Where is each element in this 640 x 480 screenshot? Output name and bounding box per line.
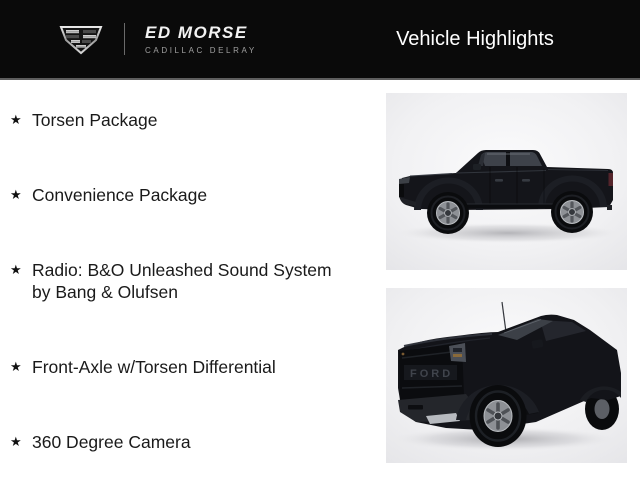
star-icon: ★ (10, 112, 22, 127)
highlight-label: Front-Axle w/Torsen Differential (32, 357, 276, 377)
star-icon: ★ (10, 434, 22, 449)
brand-text (145, 24, 257, 55)
highlight-label: 360 Degree Camera (32, 432, 191, 452)
highlight-label: Radio: B&O Unleashed Sound System by Bang & Olufsen (32, 260, 332, 302)
svg-text:FORD: FORD (410, 368, 454, 380)
highlight-item (10, 184, 380, 206)
truck-front-three-quarter-illustration (386, 288, 627, 463)
star-icon: ★ (10, 187, 22, 202)
dealer-name: ED MORSE (145, 22, 248, 42)
highlight-item (10, 109, 380, 131)
star-icon: ★ (10, 262, 22, 277)
highlight-label: Torsen Package (32, 110, 158, 130)
vehicle-photo-side-view (386, 93, 627, 270)
highlight-item (10, 356, 380, 378)
cadillac-crest-icon (58, 22, 104, 56)
dealer-brand (58, 22, 257, 56)
highlight-item (10, 259, 380, 303)
brand-divider (124, 23, 125, 55)
header (0, 0, 640, 80)
highlight-label: Convenience Package (32, 185, 208, 205)
highlights-list (0, 82, 380, 480)
page-title: Vehicle Highlights (396, 27, 554, 50)
star-icon: ★ (10, 359, 22, 374)
highlight-item (10, 431, 380, 453)
dealer-location: CADILLAC DELRAY (145, 45, 257, 55)
vehicle-photo-front-view (386, 288, 627, 463)
truck-side-view-illustration (386, 93, 627, 270)
